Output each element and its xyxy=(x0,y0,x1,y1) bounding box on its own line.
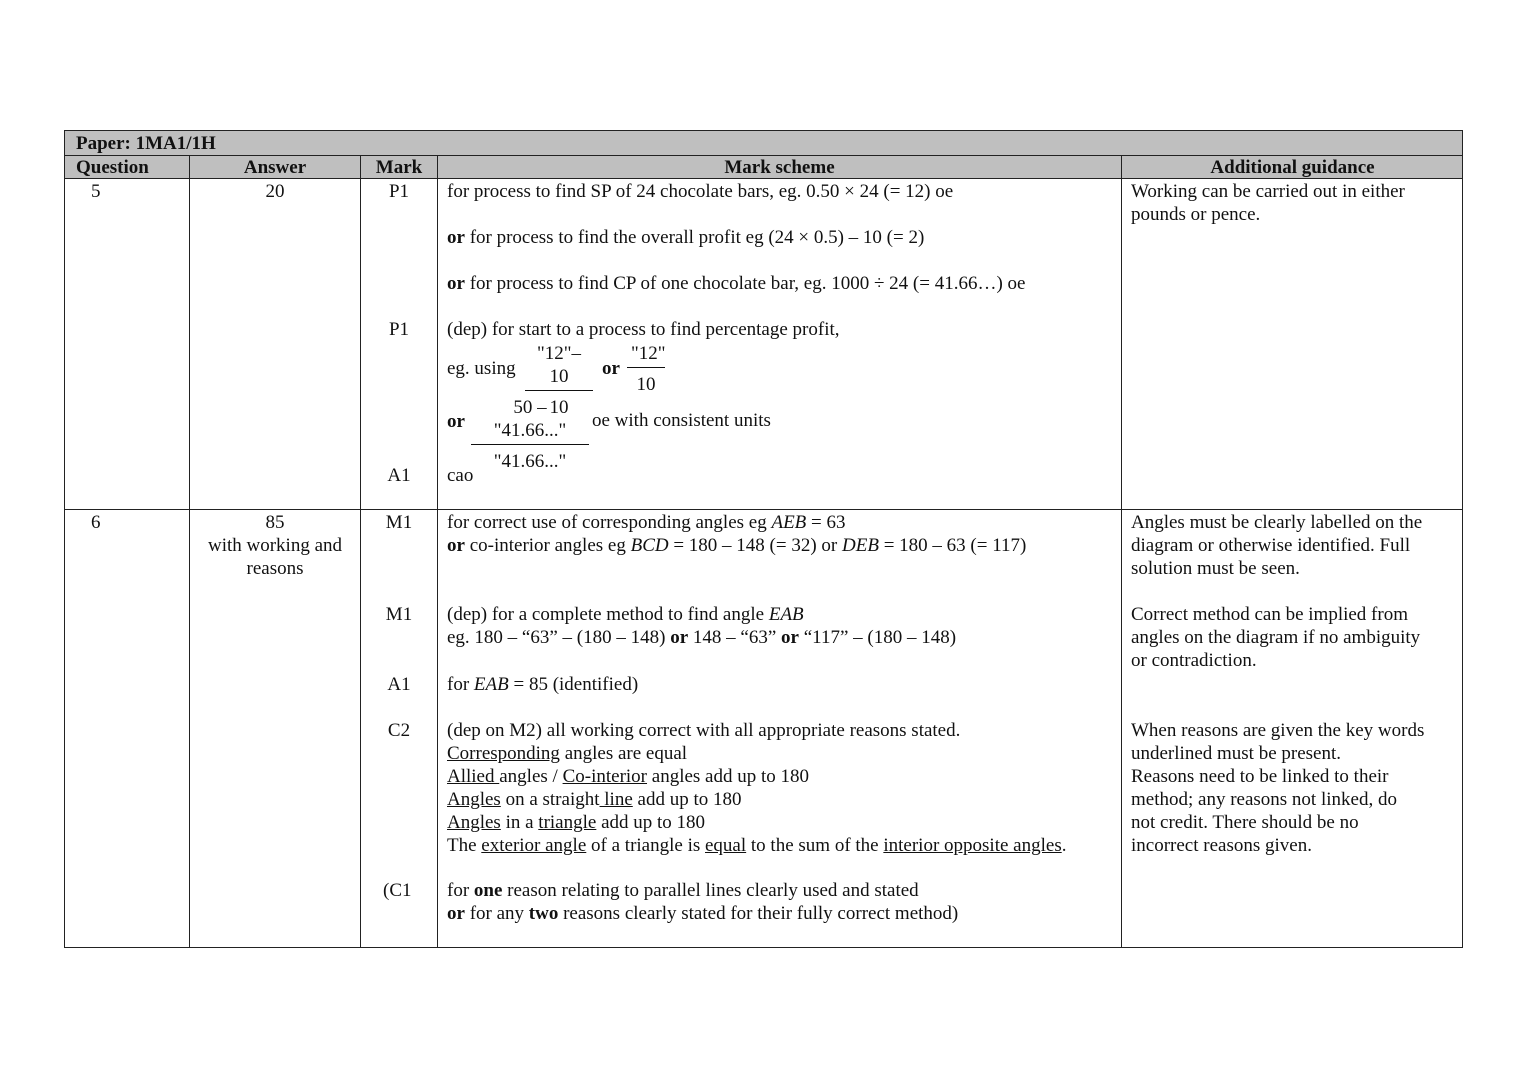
guidance-line: underlined must be present. xyxy=(1131,743,1342,764)
fraction: $\frac{"12"}{10}$ xyxy=(627,342,665,396)
mark-code: A1 xyxy=(387,674,411,695)
mark-code: P1 xyxy=(388,319,410,340)
question-number: 6 xyxy=(91,512,101,533)
mark-scheme-table xyxy=(64,130,1463,948)
mark-code: C2 xyxy=(387,720,411,741)
guidance-line: angles on the diagram if no ambiguity xyxy=(1131,627,1421,648)
guidance-line: solution must be seen. xyxy=(1131,558,1300,579)
scheme-line: for EAB = 85 (identified) xyxy=(447,674,639,695)
scheme-line: for process to find SP of 24 chocolate bars, eg. 0.50 × 24 (= 12) oe xyxy=(447,181,954,202)
header-guidance: Additional guidance xyxy=(1210,157,1375,178)
fraction: $\frac{"12"-10}{10}$ xyxy=(525,342,593,419)
guidance-line: incorrect reasons given. xyxy=(1131,835,1312,856)
paper-label: Paper: 1MA1/1H xyxy=(76,133,216,154)
scheme-line: or for process to find the overall profit eg (24 × 0.5) – 10 (= 2) xyxy=(447,227,925,248)
eg-using-label: eg. using xyxy=(447,358,516,379)
answer-value: 20 xyxy=(265,181,285,202)
reason-line: Angles on a straight line add up to 180 xyxy=(447,789,742,810)
answer-value: 85 xyxy=(265,512,285,533)
scheme-line: (dep on M2) all working correct with all appropriate reasons stated. xyxy=(447,720,961,741)
scheme-line: (dep) for a complete method to find angle EAB xyxy=(447,604,804,625)
scheme-line: oe with consistent units xyxy=(592,410,771,431)
header-mark-scheme: Mark scheme xyxy=(724,157,835,178)
scheme-line: for one reason relating to parallel lines clearly used and stated xyxy=(447,880,919,901)
guidance-line: diagram or otherwise identified. Full xyxy=(1131,535,1411,556)
scheme-line: (dep) for start to a process to find percentage profit, xyxy=(447,319,840,340)
guidance-line: Correct method can be implied from xyxy=(1131,604,1408,625)
scheme-line: or co-interior angles eg BCD = 180 – 148 (= 32) or DEB = 180 – 63 (= 117) xyxy=(447,535,1027,556)
guidance-line: Working can be carried out in either xyxy=(1131,181,1405,202)
header-mark: Mark xyxy=(375,157,423,178)
guidance-line: or contradiction. xyxy=(1131,650,1257,671)
answer-value: reasons xyxy=(246,558,304,579)
scheme-line: or for process to find CP of one chocolate bar, eg. 1000 ÷ 24 (= 41.66…) oe xyxy=(447,273,1026,294)
reason-line: Allied angles / Co-interior angles add up to 180 xyxy=(447,766,810,787)
mark-code: M1 xyxy=(385,604,413,625)
answer-value: with working and xyxy=(207,535,343,556)
scheme-line: for correct use of corresponding angles eg AEB = 63 xyxy=(447,512,846,533)
scheme-line: eg. 180 – “63” – (180 – 148) or 148 – “63” or “117” – (180 – 148) xyxy=(447,627,957,648)
scheme-line: or for any two reasons clearly stated for their fully correct method) xyxy=(447,903,959,924)
guidance-line: Angles must be clearly labelled on the xyxy=(1131,512,1423,533)
guidance-line: pounds or pence. xyxy=(1131,204,1261,225)
reason-line: Angles in a triangle add up to 180 xyxy=(447,812,706,833)
guidance-line: method; any reasons not linked, do xyxy=(1131,789,1397,810)
mark-code: M1 xyxy=(385,512,413,533)
fraction: $\frac{50 - "41.66..."}{"41.66..."}$ xyxy=(471,396,589,473)
reason-line: The exterior angle of a triangle is equal to the sum of the interior opposite angles. xyxy=(447,835,1067,856)
header-answer: Answer xyxy=(243,157,307,178)
mark-code: (C1 xyxy=(383,880,412,901)
or-label: or xyxy=(447,411,465,432)
or-label: or xyxy=(602,358,620,379)
reason-line: Corresponding angles are equal xyxy=(447,743,688,764)
mark-code: A1 xyxy=(387,465,411,486)
guidance-line: not credit. There should be no xyxy=(1131,812,1359,833)
scheme-line: cao xyxy=(447,465,474,486)
mark-code: P1 xyxy=(388,181,410,202)
header-question: Question xyxy=(76,157,149,178)
guidance-line: When reasons are given the key words xyxy=(1131,720,1425,741)
guidance-line: Reasons need to be linked to their xyxy=(1131,766,1389,787)
question-number: 5 xyxy=(91,181,101,202)
